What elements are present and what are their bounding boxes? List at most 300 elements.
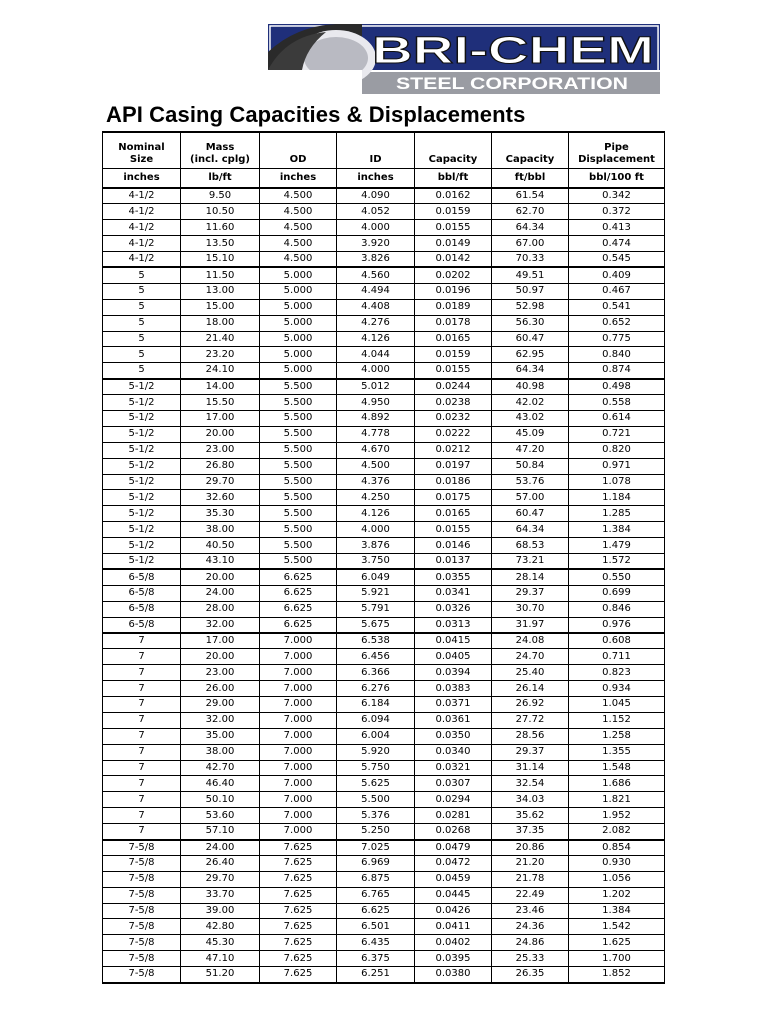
capacity-bbl-ft-cell: 0.0238 xyxy=(415,395,492,411)
mass-cell: 13.00 xyxy=(181,283,260,299)
displacement-cell: 0.342 xyxy=(569,188,665,204)
nominal-size-cell: 5 xyxy=(103,283,181,299)
id-cell: 4.126 xyxy=(337,506,415,522)
mass-cell: 39.00 xyxy=(181,903,260,919)
col-header: ID xyxy=(337,132,415,169)
nominal-size-cell: 7 xyxy=(103,776,181,792)
od-cell: 6.625 xyxy=(260,585,337,601)
nominal-size-cell: 6-5/8 xyxy=(103,617,181,633)
capacity-bbl-ft-cell: 0.0159 xyxy=(415,204,492,220)
mass-cell: 14.00 xyxy=(181,379,260,395)
table-row xyxy=(103,458,665,474)
capacity-bbl-ft-cell: 0.0155 xyxy=(415,522,492,538)
od-cell: 7.000 xyxy=(260,792,337,808)
id-cell: 3.876 xyxy=(337,538,415,554)
capacity-ft-bbl-cell: 32.54 xyxy=(492,776,569,792)
id-cell: 6.538 xyxy=(337,633,415,649)
table-row xyxy=(103,887,665,903)
id-cell: 4.778 xyxy=(337,426,415,442)
id-cell: 6.501 xyxy=(337,919,415,935)
capacity-ft-bbl-cell: 64.34 xyxy=(492,522,569,538)
unit-label: inches xyxy=(103,169,181,189)
capacity-ft-bbl-cell: 45.09 xyxy=(492,426,569,442)
capacity-bbl-ft-cell: 0.0212 xyxy=(415,442,492,458)
od-cell: 5.500 xyxy=(260,379,337,395)
capacity-ft-bbl-cell: 21.20 xyxy=(492,855,569,871)
capacity-bbl-ft-cell: 0.0244 xyxy=(415,379,492,395)
nominal-size-cell: 7-5/8 xyxy=(103,919,181,935)
od-cell: 5.000 xyxy=(260,363,337,379)
displacement-cell: 0.775 xyxy=(569,331,665,347)
od-cell: 5.500 xyxy=(260,506,337,522)
capacity-ft-bbl-cell: 49.51 xyxy=(492,267,569,283)
mass-cell: 42.70 xyxy=(181,760,260,776)
id-cell: 4.494 xyxy=(337,283,415,299)
od-cell: 5.500 xyxy=(260,490,337,506)
od-cell: 5.000 xyxy=(260,267,337,283)
mass-cell: 26.00 xyxy=(181,681,260,697)
nominal-size-cell: 7 xyxy=(103,681,181,697)
capacity-ft-bbl-cell: 29.37 xyxy=(492,585,569,601)
id-cell: 6.184 xyxy=(337,697,415,713)
mass-cell: 15.10 xyxy=(181,252,260,268)
displacement-cell: 1.258 xyxy=(569,728,665,744)
id-cell: 4.126 xyxy=(337,331,415,347)
displacement-cell: 1.384 xyxy=(569,522,665,538)
od-cell: 7.625 xyxy=(260,967,337,983)
mass-cell: 53.60 xyxy=(181,808,260,824)
nominal-size-cell: 7-5/8 xyxy=(103,887,181,903)
displacement-cell: 1.700 xyxy=(569,951,665,967)
table-row xyxy=(103,744,665,760)
od-cell: 5.500 xyxy=(260,474,337,490)
od-cell: 4.500 xyxy=(260,252,337,268)
bri-chem-logo xyxy=(266,22,662,96)
table-row xyxy=(103,681,665,697)
displacement-cell: 0.372 xyxy=(569,204,665,220)
unit-label: bbl/ft xyxy=(415,169,492,189)
capacity-ft-bbl-cell: 64.34 xyxy=(492,363,569,379)
table-row xyxy=(103,474,665,490)
od-cell: 7.000 xyxy=(260,649,337,665)
displacement-cell: 0.854 xyxy=(569,840,665,856)
od-cell: 5.000 xyxy=(260,299,337,315)
table-body xyxy=(103,188,665,983)
id-cell: 6.435 xyxy=(337,935,415,951)
capacity-bbl-ft-cell: 0.0142 xyxy=(415,252,492,268)
mass-cell: 10.50 xyxy=(181,204,260,220)
nominal-size-cell: 7 xyxy=(103,808,181,824)
logo-sub-text: STEEL CORPORATION xyxy=(396,74,628,93)
unit-label: inches xyxy=(337,169,415,189)
mass-cell: 20.00 xyxy=(181,649,260,665)
mass-cell: 24.10 xyxy=(181,363,260,379)
capacity-ft-bbl-cell: 37.35 xyxy=(492,824,569,840)
table-row xyxy=(103,903,665,919)
capacity-bbl-ft-cell: 0.0232 xyxy=(415,410,492,426)
id-cell: 6.049 xyxy=(337,569,415,585)
id-cell: 4.000 xyxy=(337,220,415,236)
nominal-size-cell: 7 xyxy=(103,744,181,760)
displacement-cell: 1.202 xyxy=(569,887,665,903)
mass-cell: 43.10 xyxy=(181,553,260,569)
nominal-size-cell: 5-1/2 xyxy=(103,410,181,426)
id-cell: 4.500 xyxy=(337,458,415,474)
nominal-size-cell: 7 xyxy=(103,712,181,728)
id-cell: 6.875 xyxy=(337,871,415,887)
od-cell: 6.625 xyxy=(260,601,337,617)
id-cell: 5.376 xyxy=(337,808,415,824)
displacement-cell: 0.614 xyxy=(569,410,665,426)
displacement-cell: 1.548 xyxy=(569,760,665,776)
capacity-ft-bbl-cell: 24.36 xyxy=(492,919,569,935)
table-row xyxy=(103,855,665,871)
mass-cell: 26.80 xyxy=(181,458,260,474)
unit-label: lb/ft xyxy=(181,169,260,189)
mass-cell: 47.10 xyxy=(181,951,260,967)
displacement-cell: 1.686 xyxy=(569,776,665,792)
od-cell: 4.500 xyxy=(260,188,337,204)
table-row xyxy=(103,267,665,283)
table-row xyxy=(103,585,665,601)
od-cell: 5.000 xyxy=(260,347,337,363)
displacement-cell: 0.820 xyxy=(569,442,665,458)
mass-cell: 21.40 xyxy=(181,331,260,347)
nominal-size-cell: 7 xyxy=(103,760,181,776)
capacity-bbl-ft-cell: 0.0402 xyxy=(415,935,492,951)
capacity-bbl-ft-cell: 0.0405 xyxy=(415,649,492,665)
id-cell: 4.000 xyxy=(337,363,415,379)
table-row xyxy=(103,538,665,554)
nominal-size-cell: 4-1/2 xyxy=(103,204,181,220)
displacement-cell: 0.711 xyxy=(569,649,665,665)
id-cell: 4.090 xyxy=(337,188,415,204)
capacity-ft-bbl-cell: 42.02 xyxy=(492,395,569,411)
id-cell: 6.375 xyxy=(337,951,415,967)
nominal-size-cell: 7 xyxy=(103,792,181,808)
capacity-ft-bbl-cell: 43.02 xyxy=(492,410,569,426)
table-row xyxy=(103,871,665,887)
id-cell: 6.004 xyxy=(337,728,415,744)
od-cell: 5.500 xyxy=(260,426,337,442)
capacity-bbl-ft-cell: 0.0326 xyxy=(415,601,492,617)
id-cell: 6.251 xyxy=(337,967,415,983)
capacity-bbl-ft-cell: 0.0197 xyxy=(415,458,492,474)
capacity-bbl-ft-cell: 0.0415 xyxy=(415,633,492,649)
capacity-bbl-ft-cell: 0.0472 xyxy=(415,855,492,871)
nominal-size-cell: 7-5/8 xyxy=(103,840,181,856)
mass-cell: 45.30 xyxy=(181,935,260,951)
id-cell: 5.750 xyxy=(337,760,415,776)
displacement-cell: 1.821 xyxy=(569,792,665,808)
col-header: Mass (incl. cplg) xyxy=(181,132,260,169)
unit-label: ft/bbl xyxy=(492,169,569,189)
capacity-ft-bbl-cell: 31.97 xyxy=(492,617,569,633)
table-row xyxy=(103,792,665,808)
nominal-size-cell: 5 xyxy=(103,267,181,283)
od-cell: 7.625 xyxy=(260,935,337,951)
capacity-bbl-ft-cell: 0.0137 xyxy=(415,553,492,569)
mass-cell: 35.30 xyxy=(181,506,260,522)
nominal-size-cell: 5-1/2 xyxy=(103,458,181,474)
table-row xyxy=(103,204,665,220)
od-cell: 7.000 xyxy=(260,744,337,760)
id-cell: 5.012 xyxy=(337,379,415,395)
mass-cell: 20.00 xyxy=(181,569,260,585)
id-cell: 6.276 xyxy=(337,681,415,697)
table-row xyxy=(103,633,665,649)
displacement-cell: 0.874 xyxy=(569,363,665,379)
table-row xyxy=(103,395,665,411)
displacement-cell: 1.952 xyxy=(569,808,665,824)
id-cell: 4.950 xyxy=(337,395,415,411)
table-row xyxy=(103,363,665,379)
capacity-ft-bbl-cell: 60.47 xyxy=(492,331,569,347)
unit-label: bbl/100 ft xyxy=(569,169,665,189)
mass-cell: 11.50 xyxy=(181,267,260,283)
od-cell: 4.500 xyxy=(260,204,337,220)
table-row xyxy=(103,967,665,983)
capacity-bbl-ft-cell: 0.0175 xyxy=(415,490,492,506)
table-row xyxy=(103,569,665,585)
header-row xyxy=(103,132,665,169)
displacement-cell: 1.184 xyxy=(569,490,665,506)
table-row xyxy=(103,506,665,522)
displacement-cell: 1.285 xyxy=(569,506,665,522)
displacement-cell: 0.409 xyxy=(569,267,665,283)
nominal-size-cell: 7-5/8 xyxy=(103,935,181,951)
table-row xyxy=(103,442,665,458)
displacement-cell: 1.355 xyxy=(569,744,665,760)
mass-cell: 13.50 xyxy=(181,236,260,252)
table-row xyxy=(103,347,665,363)
mass-cell: 20.00 xyxy=(181,426,260,442)
capacity-ft-bbl-cell: 40.98 xyxy=(492,379,569,395)
id-cell: 5.500 xyxy=(337,792,415,808)
od-cell: 6.625 xyxy=(260,569,337,585)
mass-cell: 33.70 xyxy=(181,887,260,903)
nominal-size-cell: 4-1/2 xyxy=(103,236,181,252)
capacity-ft-bbl-cell: 62.70 xyxy=(492,204,569,220)
nominal-size-cell: 4-1/2 xyxy=(103,188,181,204)
capacity-ft-bbl-cell: 50.97 xyxy=(492,283,569,299)
displacement-cell: 0.846 xyxy=(569,601,665,617)
displacement-cell: 0.550 xyxy=(569,569,665,585)
nominal-size-cell: 5 xyxy=(103,331,181,347)
nominal-size-cell: 5 xyxy=(103,299,181,315)
displacement-cell: 2.082 xyxy=(569,824,665,840)
capacity-bbl-ft-cell: 0.0394 xyxy=(415,665,492,681)
mass-cell: 46.40 xyxy=(181,776,260,792)
mass-cell: 24.00 xyxy=(181,840,260,856)
mass-cell: 23.20 xyxy=(181,347,260,363)
od-cell: 5.500 xyxy=(260,410,337,426)
capacity-ft-bbl-cell: 60.47 xyxy=(492,506,569,522)
displacement-cell: 0.934 xyxy=(569,681,665,697)
mass-cell: 9.50 xyxy=(181,188,260,204)
capacity-bbl-ft-cell: 0.0371 xyxy=(415,697,492,713)
capacity-bbl-ft-cell: 0.0222 xyxy=(415,426,492,442)
table-row xyxy=(103,665,665,681)
od-cell: 5.500 xyxy=(260,442,337,458)
nominal-size-cell: 5-1/2 xyxy=(103,442,181,458)
od-cell: 5.000 xyxy=(260,331,337,347)
displacement-cell: 0.699 xyxy=(569,585,665,601)
nominal-size-cell: 7 xyxy=(103,697,181,713)
mass-cell: 32.60 xyxy=(181,490,260,506)
displacement-cell: 0.545 xyxy=(569,252,665,268)
nominal-size-cell: 4-1/2 xyxy=(103,220,181,236)
table-row xyxy=(103,490,665,506)
capacity-bbl-ft-cell: 0.0307 xyxy=(415,776,492,792)
table-row xyxy=(103,283,665,299)
capacity-bbl-ft-cell: 0.0178 xyxy=(415,315,492,331)
nominal-size-cell: 6-5/8 xyxy=(103,569,181,585)
mass-cell: 51.20 xyxy=(181,967,260,983)
od-cell: 7.000 xyxy=(260,633,337,649)
capacity-ft-bbl-cell: 30.70 xyxy=(492,601,569,617)
capacity-bbl-ft-cell: 0.0165 xyxy=(415,506,492,522)
displacement-cell: 1.572 xyxy=(569,553,665,569)
capacity-ft-bbl-cell: 26.14 xyxy=(492,681,569,697)
capacity-ft-bbl-cell: 25.40 xyxy=(492,665,569,681)
capacity-ft-bbl-cell: 22.49 xyxy=(492,887,569,903)
nominal-size-cell: 7 xyxy=(103,633,181,649)
mass-cell: 29.00 xyxy=(181,697,260,713)
displacement-cell: 0.976 xyxy=(569,617,665,633)
displacement-cell: 0.823 xyxy=(569,665,665,681)
table-row xyxy=(103,824,665,840)
capacity-bbl-ft-cell: 0.0186 xyxy=(415,474,492,490)
capacity-ft-bbl-cell: 53.76 xyxy=(492,474,569,490)
capacity-ft-bbl-cell: 34.03 xyxy=(492,792,569,808)
mass-cell: 24.00 xyxy=(181,585,260,601)
nominal-size-cell: 7-5/8 xyxy=(103,967,181,983)
id-cell: 6.094 xyxy=(337,712,415,728)
table-row xyxy=(103,760,665,776)
table-row xyxy=(103,426,665,442)
mass-cell: 32.00 xyxy=(181,712,260,728)
od-cell: 5.500 xyxy=(260,553,337,569)
table-row xyxy=(103,522,665,538)
table-row xyxy=(103,315,665,331)
displacement-cell: 1.625 xyxy=(569,935,665,951)
capacity-ft-bbl-cell: 20.86 xyxy=(492,840,569,856)
unit-label: inches xyxy=(260,169,337,189)
nominal-size-cell: 5-1/2 xyxy=(103,474,181,490)
mass-cell: 23.00 xyxy=(181,442,260,458)
displacement-cell: 0.541 xyxy=(569,299,665,315)
id-cell: 4.276 xyxy=(337,315,415,331)
capacity-ft-bbl-cell: 47.20 xyxy=(492,442,569,458)
col-header: Nominal Size xyxy=(103,132,181,169)
od-cell: 7.000 xyxy=(260,712,337,728)
table-row xyxy=(103,252,665,268)
nominal-size-cell: 5-1/2 xyxy=(103,538,181,554)
id-cell: 5.675 xyxy=(337,617,415,633)
capacity-bbl-ft-cell: 0.0321 xyxy=(415,760,492,776)
table-row xyxy=(103,808,665,824)
displacement-cell: 0.652 xyxy=(569,315,665,331)
nominal-size-cell: 5-1/2 xyxy=(103,490,181,506)
capacity-bbl-ft-cell: 0.0165 xyxy=(415,331,492,347)
capacity-bbl-ft-cell: 0.0294 xyxy=(415,792,492,808)
displacement-cell: 0.930 xyxy=(569,855,665,871)
table-row xyxy=(103,776,665,792)
capacity-bbl-ft-cell: 0.0380 xyxy=(415,967,492,983)
capacity-ft-bbl-cell: 27.72 xyxy=(492,712,569,728)
id-cell: 4.670 xyxy=(337,442,415,458)
od-cell: 7.625 xyxy=(260,919,337,935)
capacity-bbl-ft-cell: 0.0361 xyxy=(415,712,492,728)
col-header: OD xyxy=(260,132,337,169)
od-cell: 5.500 xyxy=(260,395,337,411)
nominal-size-cell: 5-1/2 xyxy=(103,553,181,569)
table-row xyxy=(103,617,665,633)
id-cell: 5.250 xyxy=(337,824,415,840)
table-row xyxy=(103,379,665,395)
displacement-cell: 0.971 xyxy=(569,458,665,474)
displacement-cell: 0.498 xyxy=(569,379,665,395)
capacity-ft-bbl-cell: 23.46 xyxy=(492,903,569,919)
capacity-bbl-ft-cell: 0.0355 xyxy=(415,569,492,585)
id-cell: 3.826 xyxy=(337,252,415,268)
table-row xyxy=(103,410,665,426)
logo-brand-text: BRI-CHEM xyxy=(372,30,654,72)
table-row xyxy=(103,840,665,856)
mass-cell: 32.00 xyxy=(181,617,260,633)
od-cell: 7.000 xyxy=(260,665,337,681)
displacement-cell: 1.479 xyxy=(569,538,665,554)
mass-cell: 17.00 xyxy=(181,410,260,426)
nominal-size-cell: 5-1/2 xyxy=(103,522,181,538)
capacity-ft-bbl-cell: 70.33 xyxy=(492,252,569,268)
capacity-ft-bbl-cell: 68.53 xyxy=(492,538,569,554)
nominal-size-cell: 7-5/8 xyxy=(103,855,181,871)
capacity-ft-bbl-cell: 28.56 xyxy=(492,728,569,744)
id-cell: 3.750 xyxy=(337,553,415,569)
od-cell: 7.625 xyxy=(260,903,337,919)
capacity-bbl-ft-cell: 0.0426 xyxy=(415,903,492,919)
od-cell: 5.500 xyxy=(260,522,337,538)
id-cell: 5.625 xyxy=(337,776,415,792)
id-cell: 6.456 xyxy=(337,649,415,665)
table-row xyxy=(103,601,665,617)
capacity-bbl-ft-cell: 0.0149 xyxy=(415,236,492,252)
id-cell: 6.625 xyxy=(337,903,415,919)
casing-table xyxy=(102,131,665,984)
capacity-bbl-ft-cell: 0.0202 xyxy=(415,267,492,283)
nominal-size-cell: 5-1/2 xyxy=(103,506,181,522)
capacity-bbl-ft-cell: 0.0459 xyxy=(415,871,492,887)
mass-cell: 23.00 xyxy=(181,665,260,681)
table-row xyxy=(103,697,665,713)
capacity-ft-bbl-cell: 62.95 xyxy=(492,347,569,363)
od-cell: 7.000 xyxy=(260,776,337,792)
capacity-bbl-ft-cell: 0.0341 xyxy=(415,585,492,601)
capacity-ft-bbl-cell: 24.08 xyxy=(492,633,569,649)
displacement-cell: 1.078 xyxy=(569,474,665,490)
capacity-ft-bbl-cell: 26.92 xyxy=(492,697,569,713)
capacity-bbl-ft-cell: 0.0479 xyxy=(415,840,492,856)
capacity-ft-bbl-cell: 56.30 xyxy=(492,315,569,331)
id-cell: 6.969 xyxy=(337,855,415,871)
nominal-size-cell: 5 xyxy=(103,315,181,331)
od-cell: 7.625 xyxy=(260,840,337,856)
capacity-bbl-ft-cell: 0.0445 xyxy=(415,887,492,903)
nominal-size-cell: 7 xyxy=(103,824,181,840)
col-header: Capacity xyxy=(492,132,569,169)
